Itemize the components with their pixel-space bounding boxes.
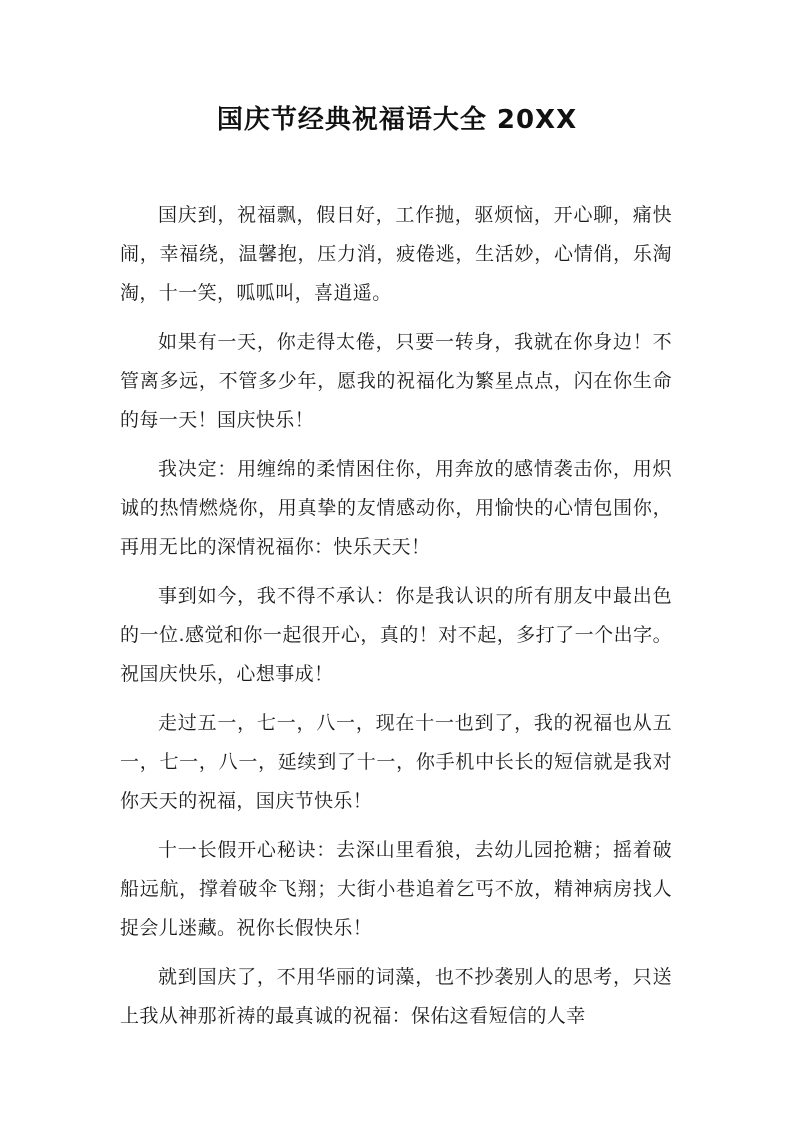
document-body xyxy=(120,196,672,1046)
paragraph: 就到国庆了，不用华丽的词藻，也不抄袭别人的思考，只送上我从神那祈祷的最真诚的祝福：保佑这看短信的人幸 xyxy=(120,966,672,1027)
paragraph: 走过五一，七一，八一，现在十一也到了，我的祝福也从五一，七一，八一，延续到了十一，你手机中长长的短信就是我对你天天的祝福，国庆节快乐！ xyxy=(120,712,672,812)
paragraph: 十一长假开心秘诀：去深山里看狼，去幼儿园抢糖；摇着破船远航，撑着破伞飞翔；大街小巷追着乞丐不放，精神病房找人捉会儿迷藏。祝你长假快乐！ xyxy=(120,839,672,939)
paragraph: 国庆到，祝福飘，假日好，工作抛，驱烦恼，开心聊，痛快闹，幸福绕，温馨抱，压力消，疲倦逃，生活妙，心情俏，乐淘淘，十一笑，呱呱叫，喜逍遥。 xyxy=(120,204,672,304)
document-title: 国庆节经典祝福语大全 20XX xyxy=(216,105,578,135)
paragraph: 如果有一天，你走得太倦，只要一转身，我就在你身边！不管离多远，不管多少年，愿我的祝福化为繁星点点，闪在你生命的每一天！国庆快乐！ xyxy=(120,331,672,431)
paragraph: 事到如今，我不得不承认：你是我认识的所有朋友中最出色的一位.感觉和你一起很开心，真的！对不起，多打了一个出字。祝国庆快乐，心想事成！ xyxy=(120,585,672,685)
paragraph: 我决定：用缠绵的柔情困住你，用奔放的感情袭击你，用炽诚的热情燃烧你，用真挚的友情感动你，用愉快的心情包围你，再用无比的深情祝福你：快乐天天！ xyxy=(120,458,672,558)
